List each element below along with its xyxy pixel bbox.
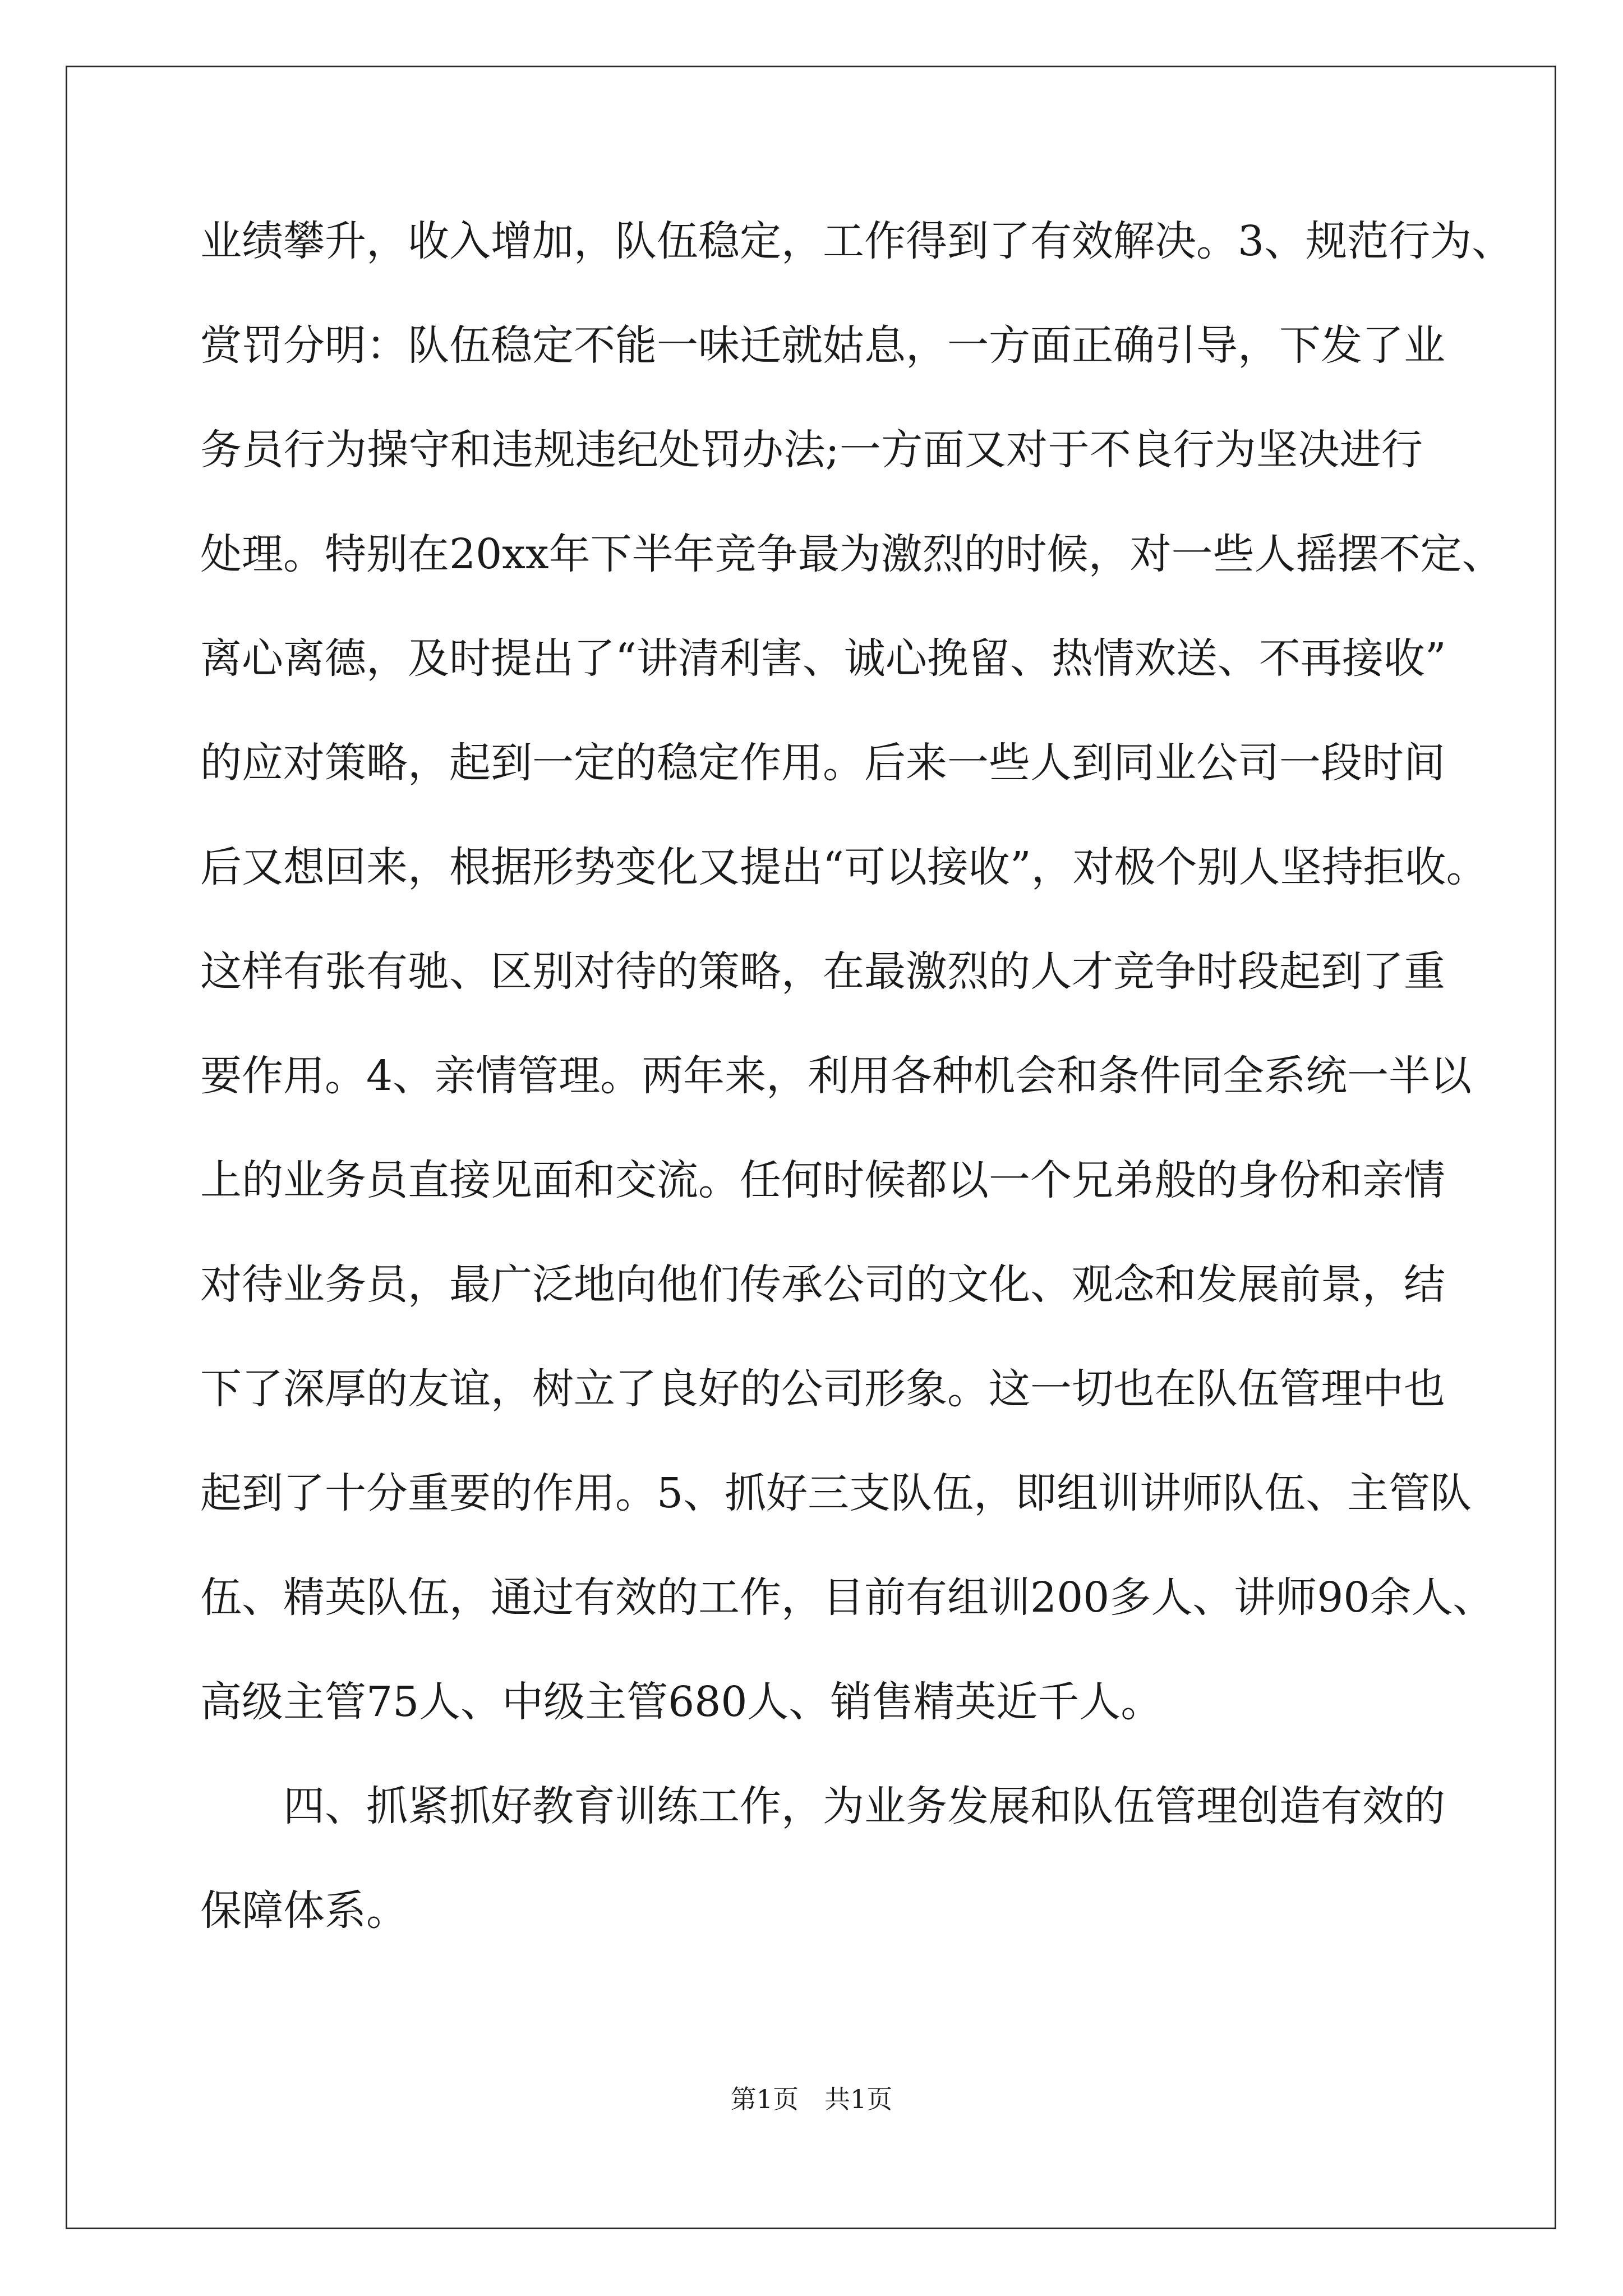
paragraph-line: 赏罚分明：队伍稳定不能一味迁就姑息，一方面正确引导，下发了业 [200,321,1445,370]
paragraph-line: 伍、精英队伍，通过有效的工作，目前有组训200多人、讲师90余人、 [200,1573,1495,1622]
page-footer [0,2082,1623,2116]
document-body [200,208,1514,1981]
page-total: 共1页 [824,2084,893,2114]
paragraph-line: 下了深厚的友谊，树立了良好的公司形象。这一切也在队伍管理中也 [200,1365,1445,1413]
paragraph-line: 后又想回来，根据形势变化又提出“可以接收”，对极个别人坚持拒收。 [200,843,1488,891]
section-heading-line: 四、抓紧抓好教育训练工作，为业务发展和队伍管理创造有效的 [283,1782,1445,1830]
paragraph-line: 起到了十分重要的作用。5、抓好三支队伍，即组训讲师队伍、主管队 [200,1469,1472,1517]
paragraph-line: 的应对策略，起到一定的稳定作用。后来一些人到同业公司一段时间 [200,739,1445,787]
paragraph-line: 要作用。4、亲情管理。两年来，利用各种机会和条件同全系统一半以 [200,1052,1472,1100]
paragraph-line: 对待业务员，最广泛地向他们传承公司的文化、观念和发展前景，结 [200,1260,1445,1309]
section-heading-line: 保障体系。 [200,1887,408,1935]
paragraph-line: 高级主管75人、中级主管680人、销售精英近千人。 [200,1678,1163,1726]
paragraph-line: 处理。特别在20xx年下半年竞争最为激烈的时候，对一些人摇摆不定、 [200,530,1504,578]
page-number: 第1页 [730,2084,799,2114]
paragraph-line: 业绩攀升，收入增加，队伍稳定，工作得到了有效解决。3、规范行为、 [200,217,1514,265]
paragraph-line: 离心离德，及时提出了“讲清利害、诚心挽留、热情欢送、不再接收” [200,634,1446,683]
paragraph-line: 务员行为操守和违规违纪处罚办法;一方面又对于不良行为坚决进行 [200,426,1423,474]
paragraph-line: 上的业务员直接见面和交流。任何时候都以一个兄弟般的身份和亲情 [200,1156,1445,1204]
paragraph-line: 这样有张有驰、区别对待的策略，在最激烈的人才竞争时段起到了重 [200,947,1445,996]
